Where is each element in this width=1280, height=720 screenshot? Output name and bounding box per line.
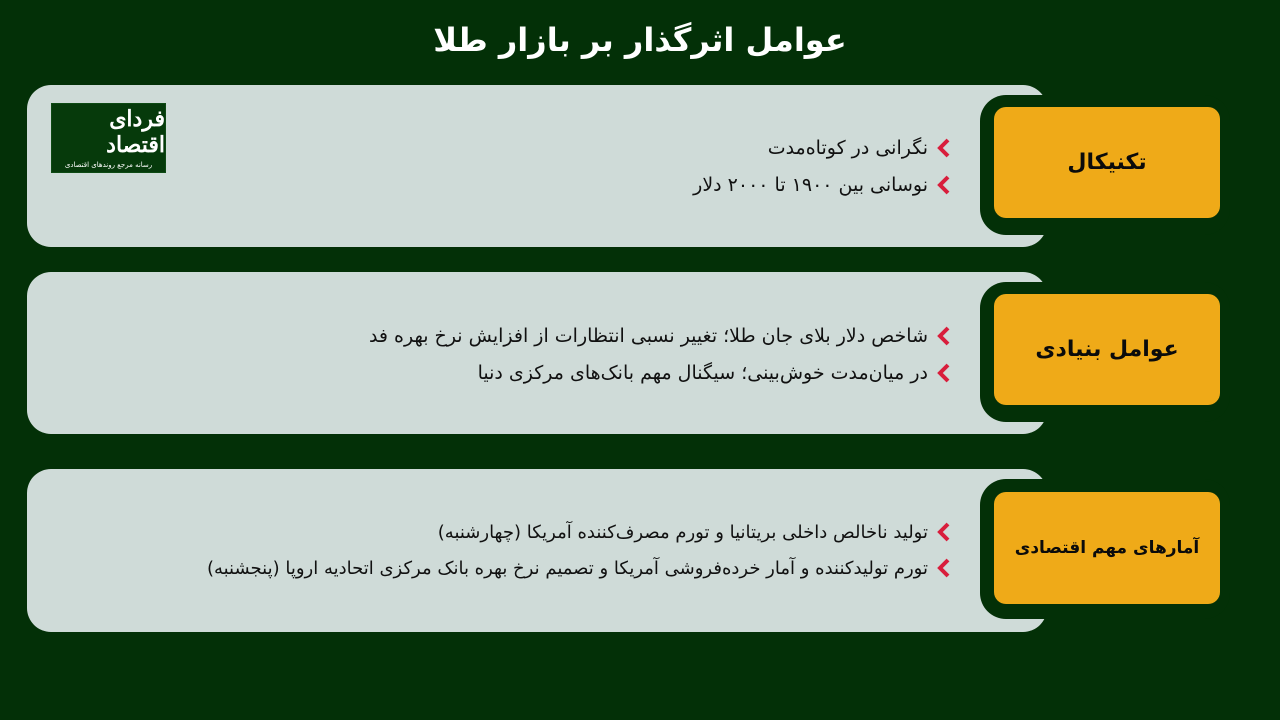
list-item xyxy=(207,514,950,550)
brand-logo xyxy=(51,103,166,173)
list-item xyxy=(207,550,950,586)
bullet-list-economic-data xyxy=(207,514,950,586)
chevron-left-icon xyxy=(936,557,950,579)
list-item xyxy=(369,354,950,391)
bullet-text: تورم تولیدکننده و آمار خرده‌فروشی آمریکا و تصمیم نرخ بهره بانک مرکزی اتحادیه اروپا (پنجشنبه) xyxy=(206,557,928,579)
bullet-list-fundamentals xyxy=(369,317,950,391)
bullet-text: نوسانی بین ۱۹۰۰ تا ۲۰۰۰ دلار xyxy=(693,173,928,196)
bullet-text: در میان‌مدت خوش‌بینی؛ سیگنال مهم بانک‌های مرکزی دنیا xyxy=(477,361,928,384)
bullet-text: تولید ناخالص داخلی بریتانیا و تورم مصرف‌کننده آمریکا (چهارشنبه) xyxy=(437,521,928,543)
logo-tagline: رسانه مرجع روندهای اقتصادی xyxy=(64,161,153,169)
list-item xyxy=(693,129,950,166)
chevron-left-icon xyxy=(936,521,950,543)
list-item xyxy=(369,317,950,354)
chevron-left-icon xyxy=(936,174,950,196)
logo-text: فردای اقتصاد xyxy=(106,106,165,158)
list-item xyxy=(693,166,950,203)
chevron-left-icon xyxy=(936,325,950,347)
bullet-text: شاخص دلار بلای جان طلا؛ تغییر نسبی انتظارات از افزایش نرخ بهره فد xyxy=(368,324,928,347)
section-label-fundamentals: عوامل بنیادی xyxy=(994,294,1220,405)
section-label-economic-data: آمارهای مهم اقتصادی xyxy=(994,492,1220,604)
bullet-list-technical xyxy=(693,129,950,203)
section-label-technical: تکنیکال xyxy=(994,107,1220,218)
chevron-left-icon xyxy=(936,362,950,384)
bullet-text: نگرانی در کوتاه‌مدت xyxy=(767,136,928,159)
chevron-left-icon xyxy=(936,137,950,159)
page-title: عوامل اثرگذار بر بازار طلا xyxy=(433,21,847,59)
